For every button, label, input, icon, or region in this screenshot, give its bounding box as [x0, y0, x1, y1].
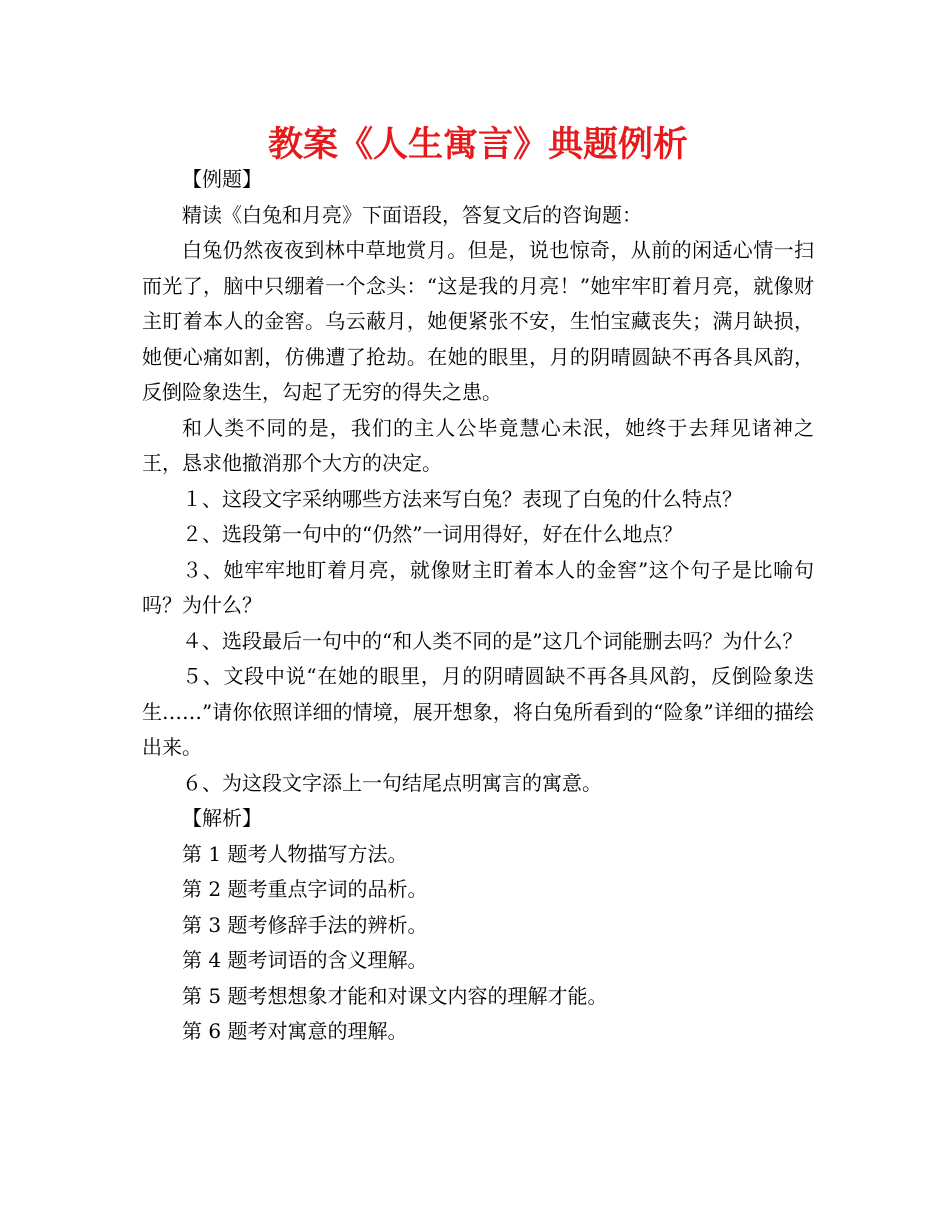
- analysis-item: 第 3 题考修辞手法的辨析。: [182, 912, 428, 937]
- document-page: [142, 122, 814, 1050]
- question-item: ３、她牢牢地盯着月亮，就像财主盯着本人的金窖”这个句子是比喻句吗？为什么？: [142, 557, 814, 617]
- analysis-item: 第 6 题考对寓意的理解。: [182, 1019, 408, 1043]
- document-title: 教案《人生寓言》典题例析: [267, 125, 688, 165]
- analysis-item: 第 1 题考人物描写方法。: [182, 841, 408, 866]
- passage-paragraph: 白兔仍然夜夜到林中草地赏月。但是，说也惊奇，从前的闲适心情一扫而光了，脑中只绷着一个念头：“这是我的月亮！”她牢牢盯着月亮，就像财主盯着本人的金窖。乌云蔽月，她便紧张不安，生怕宝藏丧失；满月缺损，她便心痛如割，仿佛遭了抢劫。在她的眼里，月的阴晴圆缺不再各具风韵，反倒险象迭生，勾起了无穷的得失之患。: [142, 238, 814, 404]
- passage-paragraph: 和人类不同的是，我们的主人公毕竟慧心未泯，她终于去拜见诸神之王，恳求他撤消那个大方的决定。: [142, 415, 814, 475]
- analysis-item: 第 2 题考重点字词的品析。: [182, 877, 428, 901]
- analysis-item: 第 5 题考想想象才能和对课文内容的理解才能。: [182, 983, 608, 1008]
- question-item: ５、文段中说“在她的眼里，月的阴晴圆缺不再各具风韵，反倒险象迭生……”请你依照详细的情境，展开想象，将白兔所看到的“险象”详细的描绘出来。: [142, 664, 814, 759]
- question-item: ６、为这段文字添上一句结尾点明寓言的寓意。: [182, 770, 602, 795]
- analysis-heading: 【解析】: [182, 806, 262, 830]
- question-item: ４、选段最后一句中的“和人类不同的是”这几个词能删去吗？为什么？: [182, 628, 803, 653]
- example-heading: 【例题】: [182, 167, 262, 191]
- instruction-paragraph: 精读《白兔和月亮》下面语段，答复文后的咨询题：: [182, 202, 642, 227]
- question-item: ２、选段第一句中的“仍然”一词用得好，好在什么地点？: [182, 522, 683, 546]
- analysis-item: 第 4 题考词语的含义理解。: [182, 948, 428, 972]
- question-item: １、这段文字采纳哪些方法来写白兔？表现了白兔的什么特点？: [182, 486, 742, 511]
